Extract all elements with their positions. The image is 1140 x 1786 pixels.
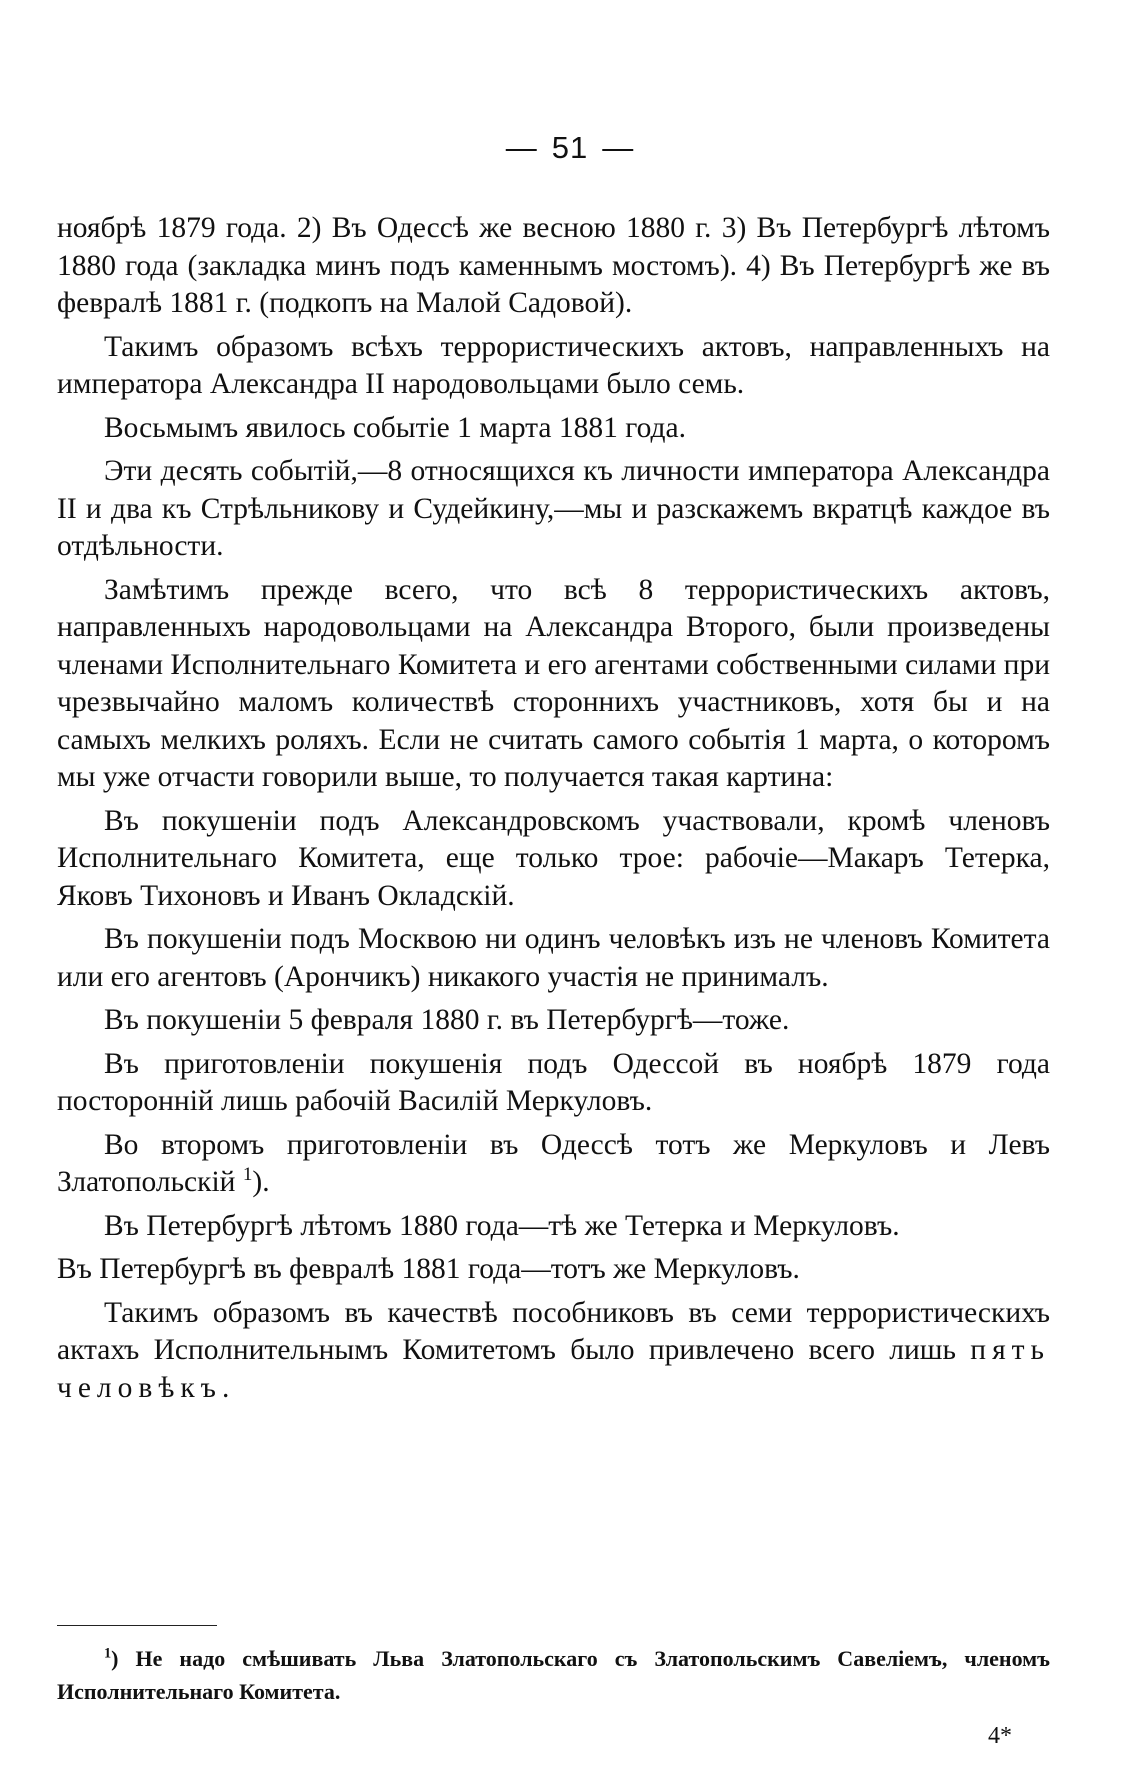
footnotes (57, 1642, 1050, 1708)
header-dash-right: — (602, 130, 635, 165)
header-dash-left: — (505, 130, 538, 165)
page-number: 51 (551, 130, 589, 165)
main-text (57, 210, 1050, 1413)
paragraph-7: Въ покушеніи подъ Москвою ни одинъ человѣкъ изъ не членовъ Комитета или его агентовъ (Арончикъ) никакого участія не принималъ. (57, 923, 1050, 993)
footnote-divider (57, 1625, 217, 1626)
footnote-close: ) (111, 1646, 119, 1671)
footnote-1 (57, 1642, 1050, 1708)
paragraph-8: Въ покушеніи 5 февраля 1880 г. въ Петербургѣ—тоже. (104, 1004, 790, 1036)
paragraph-3: Восьмымъ явилось событіе 1 марта 1881 года. (104, 411, 687, 444)
paragraph-2: Такимъ образомъ всѣхъ террористическихъ актовъ, направленныхъ на императора Александра II народовольцами было семь. (57, 330, 1050, 400)
paragraph-12: Въ Петербургѣ въ февралѣ 1881 года—тотъ же Меркуловъ. (57, 1253, 800, 1285)
paragraph-9: Въ приготовленіи покушенія подъ Одессой въ ноябрѣ 1879 года посторонній лишь рабочій Василій Меркуловъ. (57, 1047, 1050, 1117)
page-header (0, 130, 1140, 166)
paragraph-4: Эти десять событій,—8 относящихся къ личности императора Александра II и два къ Стрѣльникову и Судейкину,—мы и разскажемъ вкратцѣ каждое въ отдѣльности. (57, 455, 1050, 562)
paragraph-10-end: ). (252, 1166, 270, 1198)
paragraph-10-text: Во второмъ приготовленіи въ Одессѣ тотъ же Меркуловъ и Левъ Златопольскій (57, 1128, 1050, 1198)
paragraph-1: ноябрѣ 1879 года. 2) Въ Одессѣ же весною 1880 г. 3) Въ Петербургѣ лѣтомъ 1880 года (закладка минъ подъ каменнымъ мостомъ). 4) Въ Петербургѣ же въ февралѣ 1881 г. (подкопъ на Малой Садовой). (57, 212, 1050, 319)
paragraph-13 (57, 1295, 1050, 1408)
paragraph-13-text: Такимъ образомъ въ качествѣ пособниковъ въ семи террористическихъ актахъ Исполнительнымъ Комитетомъ было привлечено всего лишь (57, 1296, 1050, 1366)
paragraph-13-emphasis: пять человѣкъ (57, 1334, 1050, 1404)
paragraph-5: Замѣтимъ прежде всего, что всѣ 8 террористическихъ актовъ, направленныхъ народовольцами на Александра Второго, были произведены членами Исполнительнаго Комитета и его агентами собственными силами при чрезвычайно маломъ количествѣ стороннихъ участниковъ, хотя бы и на самыхъ мелкихъ роляхъ. Если не считать самого событія 1 марта, о которомъ мы уже отчасти говорили выше, то получается такая картина: (57, 573, 1050, 793)
paragraph-6: Въ покушеніи подъ Александровскомъ участвовали, кромѣ членовъ Исполнительнаго Комитета, еще только трое: рабочіе—Макаръ Тетерка, Яковъ Тихоновъ и Иванъ Окладскій. (57, 804, 1050, 912)
footnote-text: Не надо смѣшивать Льва Златопольскаго съ Златопольскимъ Савеліемъ, членомъ Исполнительнаго Комитета. (57, 1646, 1050, 1704)
paragraph-11: Въ Петербургѣ лѣтомъ 1880 года—тѣ же Тетерка и Меркуловъ. (104, 1209, 900, 1242)
paragraph-13-end: . (221, 1371, 230, 1404)
footnote-reference: 1 (242, 1164, 253, 1186)
paragraph-10 (57, 1127, 1050, 1202)
footnote-mark: 1 (104, 1645, 112, 1662)
printer-signature-mark: 4* (988, 1723, 1012, 1749)
